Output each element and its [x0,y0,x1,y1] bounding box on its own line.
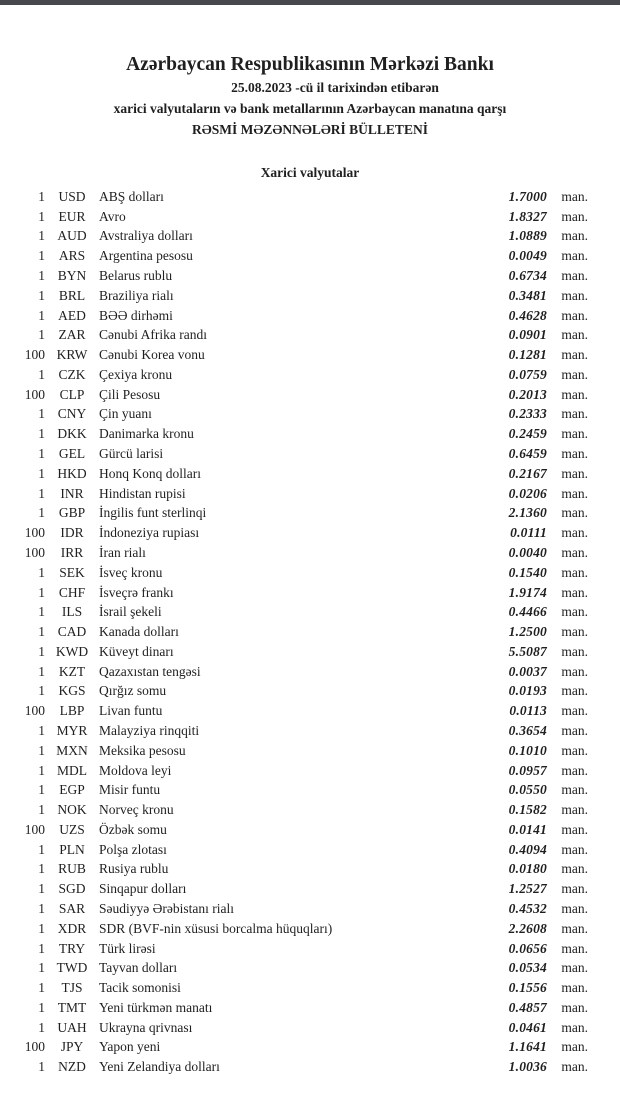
currency-name-cell: Yapon yeni [99,1039,161,1055]
rate-cell: 0.2013 [508,386,547,402]
currency-name-cell: Yeni türkmən manatı [99,999,213,1015]
rate-cell: 0.0049 [508,248,547,264]
unit-cell: man. [561,446,588,462]
currency-name-cell: Tayvan dolları [99,960,178,976]
quantity-cell: 1 [38,802,45,818]
table-row [0,642,620,662]
rate-cell: 0.4094 [508,841,547,857]
table-row [0,345,620,365]
unit-cell: man. [561,307,588,323]
unit-cell: man. [561,366,588,382]
currency-code-cell: NZD [58,1059,86,1075]
rate-cell: 0.2459 [508,426,547,442]
quantity-cell: 1 [38,505,45,521]
currency-name-cell: Özbək somu [99,821,167,837]
rate-cell: 1.2527 [508,881,547,897]
quantity-cell: 100 [24,544,45,560]
currency-name-cell: Kanada dolları [99,624,179,640]
rate-cell: 0.0656 [508,940,547,956]
unit-cell: man. [561,782,588,798]
currency-name-cell: Livan funtu [99,703,163,719]
rate-cell: 0.0759 [508,366,547,382]
rate-cell: 1.1641 [508,1039,547,1055]
currency-name-cell: Braziliya rialı [99,287,174,303]
rate-cell: 0.0550 [508,782,547,798]
currency-name-cell: Sinqapur dolları [99,881,187,897]
currency-code-cell: ILS [61,604,83,620]
currency-code-cell: GEL [58,446,86,462]
unit-cell: man. [561,841,588,857]
rate-cell: 0.4466 [508,604,547,620]
table-row [0,978,620,998]
currency-name-cell: Avstraliya dolları [99,228,193,244]
unit-cell: man. [561,248,588,264]
currency-code-cell: CHF [58,584,86,600]
currency-name-cell: Səudiyyə Ərəbistanı rialı [99,901,234,917]
table-row [0,761,620,781]
subtitle-line: xarici valyutaların və bank metallarının Azərbaycan manatına qarşı [113,101,507,116]
currency-code-cell: KWD [55,643,89,659]
unit-cell: man. [561,643,588,659]
table-row [0,622,620,642]
quantity-cell: 1 [38,643,45,659]
currency-name-cell: İran rialı [99,544,146,560]
currency-name-cell: Çili Pesosu [99,386,161,402]
currency-name-cell: Polşa zlotası [99,841,167,857]
unit-cell: man. [561,683,588,699]
currency-code-cell: HKD [57,465,87,481]
table-row [0,1038,620,1058]
table-row [0,741,620,761]
rate-cell: 0.2167 [508,465,547,481]
rate-cell: 0.2333 [508,406,547,422]
quantity-cell: 1 [38,188,45,204]
table-row [0,227,620,247]
quantity-cell: 1 [38,406,45,422]
currency-code-cell: KZT [58,663,86,679]
currency-name-cell: İngilis funt sterlinqi [99,505,207,521]
table-row [0,662,620,682]
rate-cell: 5.5087 [508,643,547,659]
quantity-cell: 1 [38,881,45,897]
currency-code-cell: MYR [56,722,88,738]
unit-cell: man. [561,980,588,996]
rate-cell: 0.1540 [508,564,547,580]
unit-cell: man. [561,1019,588,1035]
quantity-cell: 1 [38,564,45,580]
currency-name-cell: Avro [99,208,126,224]
unit-cell: man. [561,742,588,758]
rate-cell: 0.4628 [508,307,547,323]
quantity-cell: 1 [38,683,45,699]
currency-name-cell: Çexiya kronu [99,366,173,382]
currency-name-cell: BƏƏ dirhəmi [99,307,173,323]
currency-code-cell: ARS [58,248,86,264]
quantity-cell: 1 [38,762,45,778]
currency-code-cell: RUB [58,861,86,877]
table-row [0,405,620,425]
quantity-cell: 1 [38,584,45,600]
quantity-cell: 100 [24,703,45,719]
quantity-cell: 1 [38,940,45,956]
table-row [0,701,620,721]
rate-cell: 0.0040 [508,544,547,560]
table-row [0,879,620,899]
table-row [0,444,620,464]
currency-code-cell: ZAR [58,327,86,343]
unit-cell: man. [561,208,588,224]
currency-name-cell: Yeni Zelandiya dolları [99,1059,220,1075]
table-row [0,266,620,286]
rate-cell: 0.4532 [508,901,547,917]
table-row [0,939,620,959]
rate-cell: 2.2608 [508,920,547,936]
currency-name-cell: Qazaxıstan tengəsi [99,663,201,679]
unit-cell: man. [561,327,588,343]
unit-cell: man. [561,920,588,936]
table-row [0,484,620,504]
table-row [0,1057,620,1077]
currency-code-cell: EUR [58,208,86,224]
currency-code-cell: JPY [60,1039,84,1055]
table-row [0,187,620,207]
quantity-cell: 1 [38,663,45,679]
unit-cell: man. [561,821,588,837]
table-row [0,860,620,880]
rate-cell: 0.1582 [508,802,547,818]
table-row [0,286,620,306]
currency-code-cell: XDR [57,920,87,936]
quantity-cell: 1 [38,920,45,936]
currency-name-cell: Norveç kronu [99,802,174,818]
quantity-cell: 100 [24,525,45,541]
unit-cell: man. [561,228,588,244]
currency-name-cell: ABŞ dolları [99,188,164,204]
unit-cell: man. [561,703,588,719]
currency-code-cell: TRY [58,940,86,956]
currency-code-cell: KGS [58,683,86,699]
rate-cell: 0.0180 [508,861,547,877]
unit-cell: man. [561,802,588,818]
unit-cell: man. [561,1059,588,1075]
currency-code-cell: MDL [57,762,87,778]
unit-cell: man. [561,544,588,560]
currency-code-cell: TJS [61,980,83,996]
currency-code-cell: CAD [57,624,87,640]
rate-cell: 1.2500 [508,624,547,640]
quantity-cell: 100 [24,1039,45,1055]
quantity-cell: 1 [38,268,45,284]
quantity-cell: 1 [38,604,45,620]
table-row [0,246,620,266]
currency-code-cell: KRW [56,347,88,363]
table-row [0,306,620,326]
unit-cell: man. [561,762,588,778]
unit-cell: man. [561,485,588,501]
quantity-cell: 100 [24,347,45,363]
currency-code-cell: INR [60,485,84,501]
unit-cell: man. [561,722,588,738]
rate-cell: 0.0141 [508,821,547,837]
currency-code-cell: IRR [60,544,84,560]
quantity-cell: 1 [38,841,45,857]
rate-cell: 0.1556 [508,980,547,996]
rate-cell: 0.1281 [508,347,547,363]
table-row [0,325,620,345]
quantity-cell: 1 [38,980,45,996]
table-row [0,464,620,484]
currency-name-cell: Tacik somonisi [99,980,181,996]
quantity-cell: 1 [38,228,45,244]
quantity-cell: 1 [38,861,45,877]
currency-code-cell: AUD [57,228,87,244]
bulletin-header [0,53,620,140]
rate-cell: 0.0193 [508,683,547,699]
quantity-cell: 1 [38,248,45,264]
rate-cell: 0.4857 [508,999,547,1015]
table-row [0,998,620,1018]
currency-name-cell: Moldova leyi [99,762,172,778]
currency-name-cell: Misir funtu [99,782,161,798]
rate-cell: 2.1360 [508,505,547,521]
currency-code-cell: TWD [56,960,88,976]
currency-code-cell: AED [58,307,86,323]
unit-cell: man. [561,287,588,303]
currency-name-cell: İsveç kronu [99,564,163,580]
currency-name-cell: Meksika pesosu [99,742,186,758]
currency-name-cell: Küveyt dinarı [99,643,174,659]
currency-code-cell: LBP [59,703,85,719]
quantity-cell: 1 [38,1059,45,1075]
currency-name-cell: Cənubi Korea vonu [99,347,205,363]
table-row [0,840,620,860]
rate-cell: 0.0461 [508,1019,547,1035]
currency-code-cell: USD [58,188,86,204]
table-row [0,563,620,583]
unit-cell: man. [561,999,588,1015]
quantity-cell: 1 [38,960,45,976]
unit-cell: man. [561,1039,588,1055]
currency-name-cell: Gürcü larisi [99,446,164,462]
rate-cell: 1.7000 [508,188,547,204]
unit-cell: man. [561,663,588,679]
unit-cell: man. [561,861,588,877]
unit-cell: man. [561,406,588,422]
currency-rate-table [0,187,620,1077]
table-row [0,207,620,227]
rate-cell: 1.0889 [508,228,547,244]
rate-cell: 1.9174 [508,584,547,600]
rate-cell: 0.0206 [508,485,547,501]
table-row [0,543,620,563]
quantity-cell: 1 [38,999,45,1015]
table-row [0,523,620,543]
currency-name-cell: İsveçrə frankı [99,584,174,600]
quantity-cell: 1 [38,722,45,738]
currency-name-cell: Qırğız somu [99,683,167,699]
unit-cell: man. [561,624,588,640]
currency-name-cell: Çin yuanı [99,406,152,422]
currency-code-cell: EGP [59,782,85,798]
currency-code-cell: UAH [57,1019,87,1035]
currency-name-cell: Belarus rublu [99,268,173,284]
rate-cell: 0.0111 [510,525,547,541]
currency-code-cell: SGD [58,881,86,897]
currency-code-cell: GBP [58,505,86,521]
currency-code-cell: CLP [59,386,85,402]
quantity-cell: 1 [38,327,45,343]
unit-cell: man. [561,268,588,284]
quantity-cell: 1 [38,426,45,442]
rate-cell: 0.0113 [509,703,547,719]
currency-code-cell: IDR [60,525,84,541]
table-row [0,919,620,939]
currency-code-cell: BYN [57,268,87,284]
quantity-cell: 1 [38,624,45,640]
table-row [0,365,620,385]
table-row [0,800,620,820]
currency-name-cell: Argentina pesosu [99,248,193,264]
quantity-cell: 1 [38,901,45,917]
rate-cell: 0.0534 [508,960,547,976]
currency-code-cell: DKK [57,426,87,442]
currency-name-cell: Malayziya rinqqiti [99,722,200,738]
currency-name-cell: Honq Konq dolları [99,465,201,481]
currency-name-cell: İndoneziya rupiası [99,525,200,541]
currency-code-cell: UZS [59,821,85,837]
unit-cell: man. [561,426,588,442]
currency-name-cell: Ukrayna qrivnası [99,1019,193,1035]
unit-cell: man. [561,604,588,620]
table-row [0,820,620,840]
rate-cell: 1.8327 [508,208,547,224]
table-row [0,682,620,702]
top-bar [0,0,620,5]
unit-cell: man. [561,564,588,580]
currency-code-cell: BRL [58,287,86,303]
currency-code-cell: SEK [59,564,85,580]
rate-cell: 0.6734 [508,268,547,284]
quantity-cell: 1 [38,287,45,303]
rate-cell: 0.0037 [508,663,547,679]
effective-date-line: 25.08.2023 -cü il tarixindən etibarən [231,80,439,95]
table-row [0,583,620,603]
table-row [0,958,620,978]
currency-code-cell: NOK [57,802,87,818]
currency-code-cell: CNY [57,406,87,422]
currency-code-cell: MXN [56,742,88,758]
rate-cell: 0.0901 [508,327,547,343]
quantity-cell: 1 [38,446,45,462]
bank-title: Azərbaycan Respublikasının Mərkəzi Bankı [126,54,494,75]
currency-code-cell: TMT [57,999,87,1015]
table-row [0,721,620,741]
unit-cell: man. [561,505,588,521]
table-row [0,385,620,405]
table-row [0,504,620,524]
currency-name-cell: Rusiya rublu [99,861,169,877]
currency-code-cell: SAR [58,901,86,917]
currency-code-cell: PLN [59,841,85,857]
section-title: Xarici valyutalar [260,165,360,180]
rate-cell: 0.3481 [508,287,547,303]
quantity-cell: 1 [38,366,45,382]
unit-cell: man. [561,881,588,897]
unit-cell: man. [561,960,588,976]
unit-cell: man. [561,465,588,481]
currency-name-cell: Danimarka kronu [99,426,194,442]
quantity-cell: 1 [38,307,45,323]
rate-cell: 1.0036 [508,1059,547,1075]
table-row [0,899,620,919]
quantity-cell: 100 [24,821,45,837]
bulletin-title: RƏSMİ MƏZƏNNƏLƏRİ BÜLLETENİ [192,122,428,137]
quantity-cell: 100 [24,386,45,402]
quantity-cell: 1 [38,742,45,758]
rate-cell: 0.3654 [508,722,547,738]
rate-cell: 0.0957 [508,762,547,778]
currency-name-cell: Türk lirəsi [99,940,156,956]
unit-cell: man. [561,386,588,402]
table-row [0,780,620,800]
currency-name-cell: İsrail şekeli [99,604,162,620]
unit-cell: man. [561,901,588,917]
rate-cell: 0.1010 [508,742,547,758]
currency-name-cell: Hindistan rupisi [99,485,186,501]
table-row [0,1018,620,1038]
unit-cell: man. [561,525,588,541]
unit-cell: man. [561,584,588,600]
unit-cell: man. [561,347,588,363]
currency-code-cell: CZK [58,366,86,382]
currency-name-cell: SDR (BVF-nin xüsusi borcalma hüquqları) [99,920,333,936]
unit-cell: man. [561,188,588,204]
table-row [0,424,620,444]
rate-cell: 0.6459 [508,446,547,462]
quantity-cell: 1 [38,465,45,481]
table-row [0,602,620,622]
unit-cell: man. [561,940,588,956]
quantity-cell: 1 [38,782,45,798]
quantity-cell: 1 [38,485,45,501]
quantity-cell: 1 [38,208,45,224]
quantity-cell: 1 [38,1019,45,1035]
currency-name-cell: Cənubi Afrika randı [99,327,207,343]
